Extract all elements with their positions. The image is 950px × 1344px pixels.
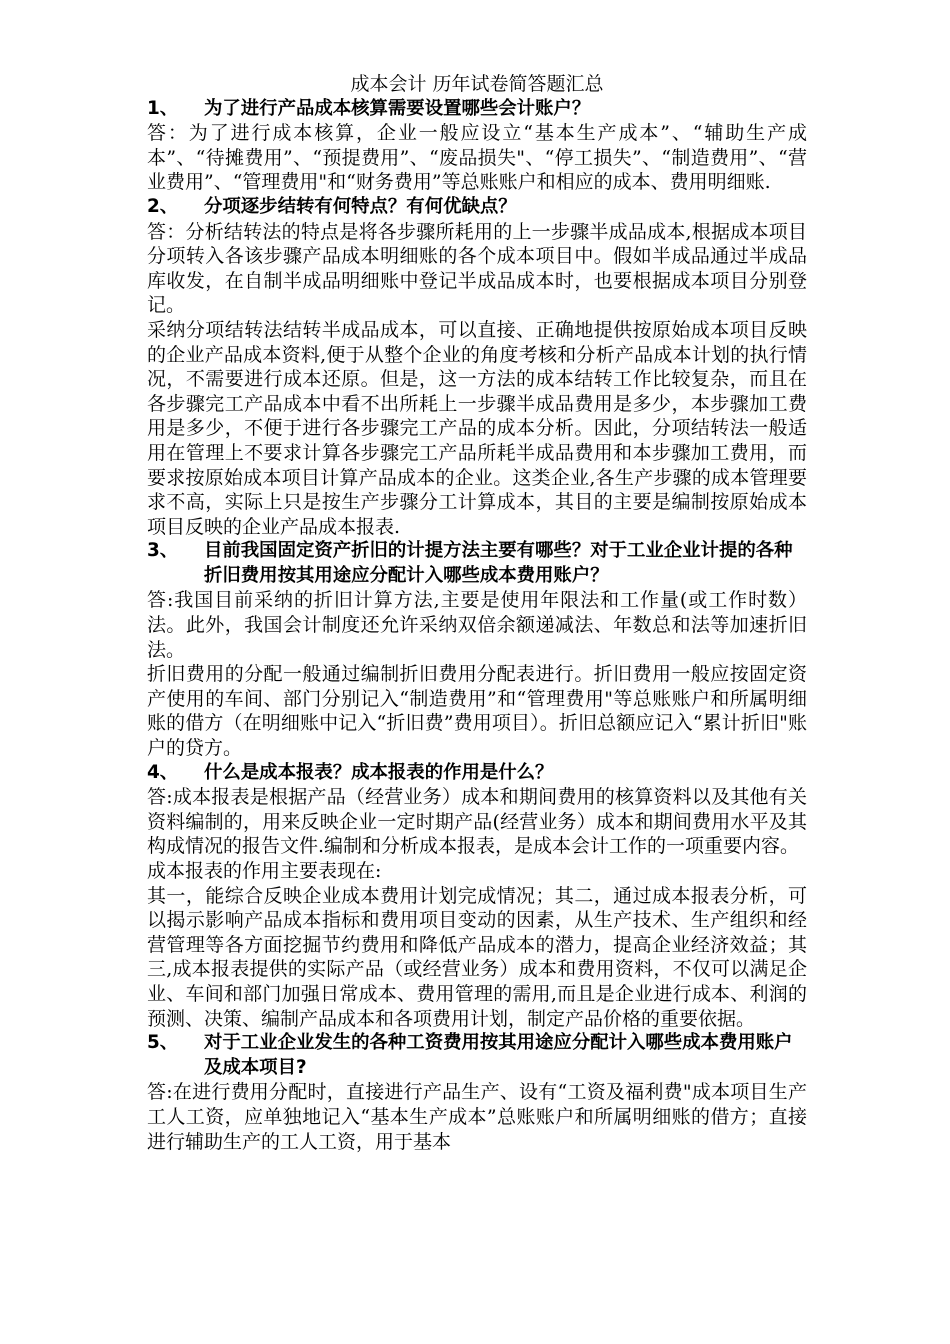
answer-paragraph: 其一，能综合反映企业成本费用计划完成情况；其二，通过成本报表分析，可以揭示影响产品成本指标和费用项目变动的因素，从生产技术、生产组织和经营管理等各方面挖掘节约费用和降低产品成本的潜力，提高企业经济效益；其三,成本报表提供的实际产品（或经营业务）成本和费用资料，不仅可以满足企业、车间和部门加强日常成本、费用管理的需用,而且是企业进行成本、利润的预测、决策、编制产品成本和各项费用计划，制定产品价格的重要依据。 bbox=[147, 884, 807, 1030]
answer-paragraph: 答:我国目前采纳的折旧计算方法,主要是使用年限法和工作量(或工作时数）法。此外，我国会计制度还允许采纳双倍余额递减法、年数总和法等加速折旧法。 bbox=[147, 589, 807, 661]
answer-paragraph: 答：为了进行成本核算，企业一般应设立“基本生产成本”、“辅助生产成本”、“待摊费用”、“预提费用”、“废品损失"、“停工损失”、“制造费用”、“营业费用”、“管理费用"和“财务费用”等总账账户和相应的成本、费用明细账. bbox=[147, 122, 807, 194]
document-page bbox=[147, 72, 807, 1154]
question-4 bbox=[147, 761, 807, 786]
answer-paragraph: 折旧费用的分配一般通过编制折旧费用分配表进行。折旧费用一般应按固定资产使用的车间、部门分别记入“制造费用”和“管理费用"等总账账户和所属明细账的借方（在明细账中记入“折旧费”费用项目）。折旧总额应记入“累计折旧"账户的贷方。 bbox=[147, 663, 807, 760]
question-number: 1、 bbox=[147, 97, 179, 119]
question-number: 4、 bbox=[147, 761, 179, 783]
question-1 bbox=[147, 97, 807, 122]
question-text: 目前我国固定资产折旧的计提方法主要有哪些？对于工业企业计提的各种折旧费用按其用途应分配计入哪些成本费用账户？ bbox=[204, 540, 793, 586]
answer-paragraph: 答:成本报表是根据产品（经营业务）成本和期间费用的核算资料以及其他有关资料编制的，用来反映企业一定时期产品(经营业务）成本和期间费用水平及其构成情况的报告文件.编制和分析成本报表，是成本会计工作的一项重要内容。 bbox=[147, 786, 807, 858]
section-2 bbox=[147, 195, 807, 539]
question-2 bbox=[147, 195, 807, 220]
question-text: 什么是成本报表？成本报表的作用是什么？ bbox=[204, 761, 554, 783]
question-number: 3、 bbox=[147, 540, 179, 562]
document-title: 成本会计 历年试卷简答题汇总 bbox=[350, 73, 604, 95]
question-5 bbox=[147, 1031, 807, 1080]
answer-paragraph: 成本报表的作用主要表现在: bbox=[147, 860, 382, 882]
section-3 bbox=[147, 539, 807, 760]
answer-paragraph: 采纳分项结转法结转半成品成本，可以直接、正确地提供按原始成本项目反映的企业产品成本资料,便于从整个企业的角度考核和分析产品成本计划的执行情况，不需要进行成本还原。但是，这一方法的成本结转工作比较复杂，而且在各步骤完工产品成本中看不出所耗上一步骤半成品费用是多少，本步骤加工费用是多少，不便于进行各步骤完工产品的成本分析。因此，分项结转法一般适用在管理上不要求计算各步骤完工产品所耗半成品费用和本步骤加工费用，而要求按原始成本项目计算产品成本的企业。这类企业,各生产步骤的成本管理要求不高，实际上只是按生产步骤分工计算成本，其目的主要是编制按原始成本项目反映的企业产品成本报表. bbox=[147, 318, 807, 538]
section-1 bbox=[147, 97, 807, 195]
section-4 bbox=[147, 761, 807, 1032]
section-5 bbox=[147, 1031, 807, 1154]
question-number: 5、 bbox=[147, 1032, 179, 1054]
answer-paragraph: 答:在进行费用分配时，直接进行产品生产、设有“工资及福利费"成本项目生产工人工资，应单独地记入“基本生产成本”总账账户和所属明细账的借方；直接进行辅助生产的工人工资，用于基本 bbox=[147, 1081, 807, 1153]
question-text: 对于工业企业发生的各种工资费用按其用途应分配计入哪些成本费用账户及成本项目? bbox=[204, 1032, 793, 1078]
question-text: 分项逐步结转有何特点？有何优缺点？ bbox=[204, 195, 517, 217]
answer-paragraph: 答：分析结转法的特点是将各步骤所耗用的上一步骤半成品成本,根据成本项目分项转入各该步骤产品成本明细账的各个成本项目中。假如半成品通过半成品库收发，在自制半成品明细账中登记半成品成本时，也要根据成本项目分别登记。 bbox=[147, 220, 807, 317]
question-number: 2、 bbox=[147, 195, 179, 217]
question-text: 为了进行产品成本核算需要设置哪些会计账户？ bbox=[204, 97, 591, 119]
question-3 bbox=[147, 539, 807, 588]
